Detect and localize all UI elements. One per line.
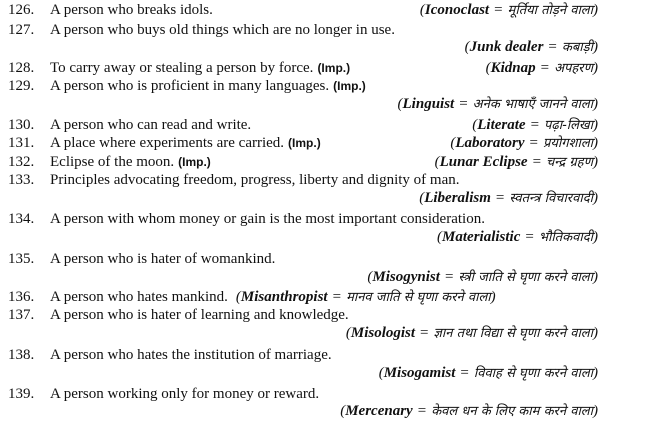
entry-definition: A person with whom money or gain is the most important consideration. xyxy=(50,211,485,227)
answer-word: Literate xyxy=(477,117,526,133)
entry-128 xyxy=(0,58,645,78)
entry-definition: A person who can read and write. xyxy=(50,117,252,133)
entry-answer: (Junk dealer = कबाड़ी) xyxy=(464,39,598,55)
entry-number: 138. xyxy=(8,347,35,363)
entry-definition: A place where experiments are carried. xyxy=(50,135,285,151)
entry-129-answer-line xyxy=(0,94,645,114)
entry-number: 132. xyxy=(8,154,35,170)
entry-number: 127. xyxy=(8,22,35,38)
entry-definition: A person who is proficient in many languages. xyxy=(50,78,330,94)
answer-word: Misologist xyxy=(350,325,416,341)
entry-definition: A person working only for money or reward. xyxy=(50,386,320,402)
answer-word: Junk dealer xyxy=(469,39,544,55)
entry-definition: A person who breaks idols. xyxy=(50,2,213,18)
entry-number: 133. xyxy=(8,172,35,188)
answer-hindi: चन्द्र ग्रहण xyxy=(546,155,593,170)
entry-definition: A person who is hater of womankind. xyxy=(50,251,276,267)
answer-word: Materialistic xyxy=(442,229,521,245)
entry-answer: (Linguist = अनेक भाषाएँ जानने वाला) xyxy=(397,96,598,112)
answer-hindi: प्रयोगशाला xyxy=(542,136,593,151)
answer-hindi: पढ़ा-लिखा xyxy=(544,118,593,133)
entry-number: 136. xyxy=(8,289,35,305)
entry-number: 135. xyxy=(8,251,35,267)
answer-word: Liberalism xyxy=(424,190,491,206)
answer-hindi: भौतिकवादी xyxy=(538,230,593,245)
entry-definition: A person who is hater of learning and knowledge. xyxy=(50,307,349,323)
entry-answer: (Misogamist = विवाह से घृणा करने वाला) xyxy=(378,365,598,381)
answer-hindi: ज्ञान तथा विद्या से घृणा करने वाला xyxy=(433,326,593,341)
answer-hindi: स्त्री जाति से घृणा करने वाला xyxy=(458,270,593,285)
answer-word: Misogynist xyxy=(372,269,440,285)
entry-137 xyxy=(0,305,645,325)
entry-answer: (Literate = पढ़ा-लिखा) xyxy=(472,117,598,133)
entry-number: 129. xyxy=(8,78,35,94)
entry-126 xyxy=(0,0,645,20)
entry-definition: A person who hates mankind. xyxy=(50,289,228,305)
answer-hindi: कबाड़ी xyxy=(561,40,593,55)
entry-answer: (Misogynist = स्त्री जाति से घृणा करने वाला) xyxy=(367,269,598,285)
answer-hindi: अनेक भाषाएँ जानने वाला xyxy=(472,97,593,112)
importance-tag: (Imp.) xyxy=(178,155,211,169)
entry-definition: To carry away or stealing a person by force. xyxy=(50,60,314,76)
answer-hindi: स्वतन्त्र विचारवादी xyxy=(509,191,593,206)
answer-word: Mercenary xyxy=(345,403,413,419)
entry-answer: (Misologist = ज्ञान तथा विद्या से घृणा करने वाला) xyxy=(345,325,598,341)
entry-138 xyxy=(0,345,645,365)
entry-number: 139. xyxy=(8,386,35,402)
answer-word: Linguist xyxy=(402,96,455,112)
entry-133 xyxy=(0,170,645,190)
answer-word: Laboratory xyxy=(455,135,525,151)
importance-tag: (Imp.) xyxy=(317,61,351,75)
answer-hindi: अपहरण xyxy=(554,61,593,76)
entry-136 xyxy=(0,287,645,307)
entry-138-answer-line xyxy=(0,363,645,383)
answer-hindi: मानव जाति से घृणा करने वाला xyxy=(346,290,491,305)
entry-answer: (Laboratory = प्रयोगशाला) xyxy=(450,135,598,151)
answer-word: Kidnap xyxy=(490,60,536,76)
answer-word: Iconoclast xyxy=(424,2,490,18)
entry-answer: (Lunar Eclipse = चन्द्र ग्रहण) xyxy=(434,154,598,170)
entry-definition: A person who buys old things which are no longer in use. xyxy=(50,22,395,38)
entry-133-answer-line xyxy=(0,188,645,208)
entry-135 xyxy=(0,249,645,269)
entry-answer: (Mercenary = केवल धन के लिए काम करने वाला) xyxy=(340,403,598,419)
entry-137-answer-line xyxy=(0,323,645,343)
answer-word: Lunar Eclipse xyxy=(439,154,528,170)
entry-number: 126. xyxy=(8,2,35,18)
entry-132 xyxy=(0,152,645,172)
answer-word: Misanthropist xyxy=(240,289,328,305)
entry-number: 128. xyxy=(8,60,35,76)
answer-hindi: मूर्तिया तोड़ने वाला xyxy=(507,3,593,18)
entry-answer: (Kidnap = अपहरण) xyxy=(485,60,598,76)
entry-131 xyxy=(0,133,645,153)
answer-hindi: विवाह से घृणा करने वाला xyxy=(473,366,593,381)
entry-number: 137. xyxy=(8,307,35,323)
entry-answer: (Materialistic = भौतिकवादी) xyxy=(437,229,598,245)
importance-tag: (Imp.) xyxy=(288,136,321,150)
entry-134-answer-line xyxy=(0,227,645,247)
entry-129 xyxy=(0,76,645,96)
entry-answer: (Misanthropist = मानव जाति से घृणा करने वाला) xyxy=(235,289,496,305)
entry-127-answer-line xyxy=(0,37,645,57)
entry-number: 131. xyxy=(8,135,35,151)
entry-130 xyxy=(0,115,645,135)
answer-word: Misogamist xyxy=(383,365,456,381)
answer-hindi: केवल धन के लिए काम करने वाला xyxy=(431,404,593,419)
entry-number: 134. xyxy=(8,211,35,227)
entry-135-answer-line xyxy=(0,267,645,287)
entry-definition: Principles advocating freedom, progress, liberty and dignity of man. xyxy=(50,172,460,188)
entry-139-answer-line xyxy=(0,401,645,421)
importance-tag: (Imp.) xyxy=(333,79,366,93)
entry-number: 130. xyxy=(8,117,35,133)
entry-134 xyxy=(0,209,645,229)
entry-definition: Eclipse of the moon. xyxy=(50,154,175,170)
entry-definition: A person who hates the institution of marriage. xyxy=(50,347,332,363)
entry-answer: (Liberalism = स्वतन्त्र विचारवादी) xyxy=(419,190,598,206)
entry-answer: (Iconoclast = मूर्तिया तोड़ने वाला) xyxy=(419,2,598,18)
